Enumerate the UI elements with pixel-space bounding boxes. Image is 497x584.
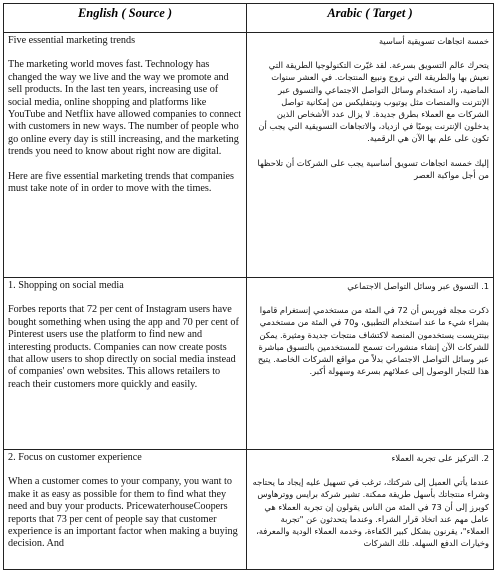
table-row — [4, 278, 494, 450]
translation-page — [3, 3, 493, 580]
header-row — [4, 4, 494, 33]
target-cell — [247, 278, 494, 450]
source-paragraph: When a customer comes to your company, you want to make it as easy as possible for them to find what they need and buy your products. PricewaterhouseCoopers reports that 73 per cent of people say that customer experience is an important factor when making a buying decision. And — [8, 476, 238, 550]
source-title: Five essential marketing trends — [8, 35, 136, 46]
table-row — [4, 450, 494, 570]
target-cell — [247, 450, 494, 570]
source-heading: 2. Focus on customer experience — [8, 452, 142, 463]
table-row — [4, 33, 494, 278]
target-heading: 2. التركيز على تجربة العملاء — [391, 453, 489, 463]
source-cell — [4, 33, 247, 278]
target-cell — [247, 33, 494, 278]
translation-table — [3, 3, 494, 570]
source-cell — [4, 278, 247, 450]
source-paragraph: The marketing world moves fast. Technology has changed the way we live and the way we promote and sell products. In the last ten years, increasing use of social media, online shopping and platforms like YouTube and Netflix have allowed companies to connect with customers in new ways. The number of people who go online every day is still increasing, and the marketing trends you need to know about right now are digital. — [8, 59, 242, 158]
source-header: English ( Source ) — [4, 4, 247, 33]
target-paragraph: إليك خمسة اتجاهات تسويق أساسية يجب على الشركات أن تلاحظها من أجل مواكبة العصر — [257, 157, 489, 180]
source-heading: 1. Shopping on social media — [8, 280, 124, 291]
source-cell — [4, 450, 247, 570]
target-paragraph: يتحرك عالم التسويق بسرعة. لقد غيّرت التكنولوجيا الطريقة التي نعيش بها والطريقة التي نروج ونبيع المنتجات. في العشر سنوات الماضية، زاد استخدام وسائل التواصل الاجتماعي والتسوق عبر الإنترنت والمنصات مثل يوتيوب ونيتفليكس من إمكانية تواصل الشركات مع العملاء بطرق جديدة. لا يزال عدد الأشخاص الذين يدخلون الإنترنت يوميًا في ازدياد، والاتجاهات التسويقية التي يجب أن تكون على علم بها الآن هي الرقمية. — [258, 60, 489, 144]
target-heading: 1. التسوق عبر وسائل التواصل الاجتماعي — [347, 281, 489, 291]
source-paragraph: Forbes reports that 72 per cent of Instagram users have bought something when using the app and 70 per cent of Pinterest users use the platform to find new and interesting products. Companies can now create posts that allow users to shop directly on social media instead of companies' own websites. This allows retailers to reach their customers more quickly and easily. — [8, 304, 239, 390]
target-title: خمسة اتجاهات تسويقية أساسية — [378, 36, 489, 46]
target-header: Arabic ( Target ) — [247, 4, 494, 33]
target-paragraph: ذكرت مجلة فوربس أن 72 في المئة من مستخدمي إنستغرام قاموا بشراء شيء ما عند استخدام التطبيق، و70 في المئة من مستخدمي بينتريست يستخدمون المنصة لاكتشاف منتجات جديدة ومثيرة. يمكن للشركات الآن إنشاء منشورات تسمح للمستخدمين بالتسوق مباشرة عبر وسائل التواصل الاجتماعي بدلاً من مواقع الشركات الخاصة. يتيح هذا للتجار الوصول إلى عملائهم بسرعة وسهولة أكبر. — [257, 305, 489, 377]
source-paragraph: Here are five essential marketing trends that companies must take note of in order to move with the times. — [8, 170, 235, 195]
target-paragraph: عندما يأتي العميل إلى شركتك، ترغب في تسهيل عليه إيجاد ما يحتاجه وشراء منتجاتك بأسهل طريقة ممكنة. تشير شركة برايس ووترهاوس كوبرز إلى أن 73 في المئة من الناس يقولون إن تجربة العملاء هي عامل مهم عند اتخاذ قرار الشراء. وعندما يتحدثون عن "تجربة العملاء"، يقرنون بشكل كبير الكفاءة، وخدمة العملاء الودية والمعرفة، وخيارات الدفع السهلة. تلك الشركات — [252, 477, 489, 549]
